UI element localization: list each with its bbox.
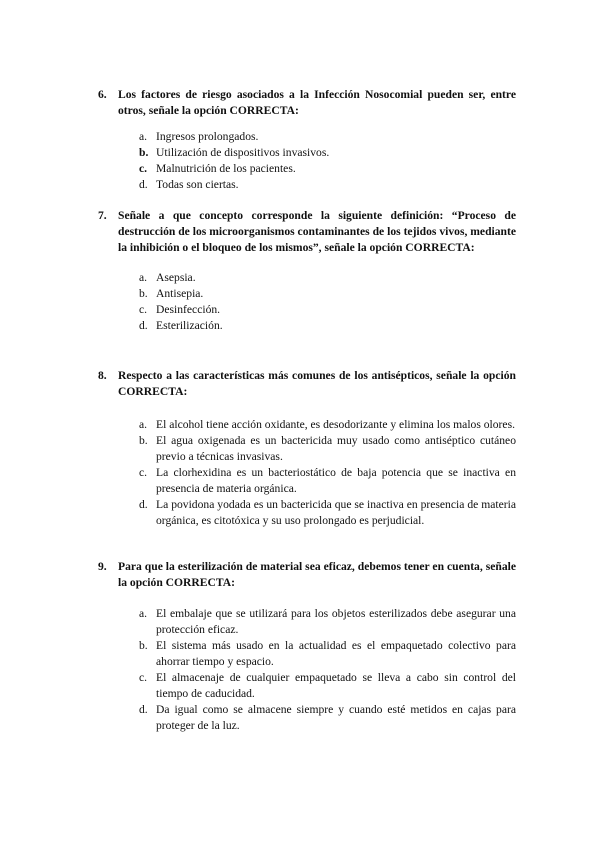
option-b[interactable] (139, 286, 516, 302)
question-number: 9. (98, 560, 107, 573)
option-letter: d. (139, 703, 148, 716)
option-letter: a. (139, 418, 148, 431)
question-9 (98, 559, 516, 734)
question-header (98, 559, 516, 591)
question-header (98, 368, 516, 400)
option-c[interactable] (139, 161, 516, 177)
question-header (98, 87, 516, 119)
question-text: Señale a que concepto corresponde la siguiente definición: “Proceso de destrucción de los microorganismos contaminantes de los tejidos vivos, mediante la inhibición o el bloqueo de los mismos”, señale la opción CORRECTA: (118, 209, 516, 254)
option-list (139, 129, 516, 193)
option-letter: b. (139, 434, 148, 447)
question-number: 8. (98, 369, 107, 382)
option-letter: a. (139, 130, 148, 143)
option-a[interactable] (139, 417, 516, 433)
option-text: El embalaje que se utilizará para los objetos esterilizados debe asegurar una protección eficaz. (156, 607, 516, 636)
question-header (98, 208, 516, 256)
option-list (139, 270, 516, 334)
option-text: Da igual como se almacene siempre y cuando esté metidos en cajas para proteger de la luz. (156, 703, 516, 732)
option-a[interactable] (139, 129, 516, 145)
option-letter: a. (139, 607, 148, 620)
option-letter: b. (139, 146, 149, 159)
option-text: El agua oxigenada es un bactericida muy usado como antiséptico cutáneo previo a técnicas invasivas. (156, 434, 516, 463)
question-text: Los factores de riesgo asociados a la Infección Nosocomial pueden ser, entre otros, señale la opción CORRECTA: (118, 88, 516, 117)
option-text: Ingresos prolongados. (156, 130, 259, 143)
option-list (139, 606, 516, 734)
option-letter: c. (139, 466, 148, 479)
option-text: Asepsia. (156, 271, 196, 284)
question-number: 6. (98, 88, 107, 101)
option-b[interactable] (139, 145, 516, 161)
option-letter: c. (139, 303, 148, 316)
option-c[interactable] (139, 670, 516, 702)
option-d[interactable] (139, 702, 516, 734)
option-text: El sistema más usado en la actualidad es el empaquetado colectivo para ahorrar tiempo y espacio. (156, 639, 516, 668)
question-number: 7. (98, 209, 107, 222)
option-text: Antisepia. (156, 287, 204, 300)
option-list (139, 417, 516, 529)
option-d[interactable] (139, 318, 516, 334)
option-text: Utilización de dispositivos invasivos. (156, 146, 330, 159)
option-letter: d. (139, 498, 148, 511)
option-letter: c. (139, 162, 148, 175)
question-6 (98, 87, 516, 193)
option-text: La clorhexidina es un bacteriostático de baja potencia que se inactiva en presencia de materia orgánica. (156, 466, 516, 495)
option-a[interactable] (139, 270, 516, 286)
option-letter: c. (139, 671, 148, 684)
option-text: Malnutrición de los pacientes. (156, 162, 296, 175)
question-7 (98, 208, 516, 334)
option-text: Todas son ciertas. (156, 178, 239, 191)
option-c[interactable] (139, 302, 516, 318)
question-text: Para que la esterilización de material sea eficaz, debemos tener en cuenta, señale la opción CORRECTA: (118, 560, 516, 589)
option-text: El almacenaje de cualquier empaquetado se lleva a cabo sin control del tiempo de caducidad. (156, 671, 516, 700)
option-text: Desinfección. (156, 303, 221, 316)
option-letter: d. (139, 319, 148, 332)
question-text: Respecto a las características más comunes de los antisépticos, señale la opción CORRECTA: (118, 369, 516, 398)
option-text: La povidona yodada es un bactericida que se inactiva en presencia de materia orgánica, es citotóxica y su uso prolongado es perjudicial. (156, 498, 516, 527)
option-letter: b. (139, 287, 148, 300)
option-letter: a. (139, 271, 148, 284)
option-d[interactable] (139, 497, 516, 529)
question-8 (98, 368, 516, 529)
option-d[interactable] (139, 177, 516, 193)
option-b[interactable] (139, 433, 516, 465)
option-text: El alcohol tiene acción oxidante, es desodorizante y elimina los malos olores. (156, 418, 515, 431)
option-letter: b. (139, 639, 148, 652)
option-letter: d. (139, 178, 148, 191)
option-a[interactable] (139, 606, 516, 638)
option-b[interactable] (139, 638, 516, 670)
option-c[interactable] (139, 465, 516, 497)
option-text: Esterilización. (156, 319, 223, 332)
